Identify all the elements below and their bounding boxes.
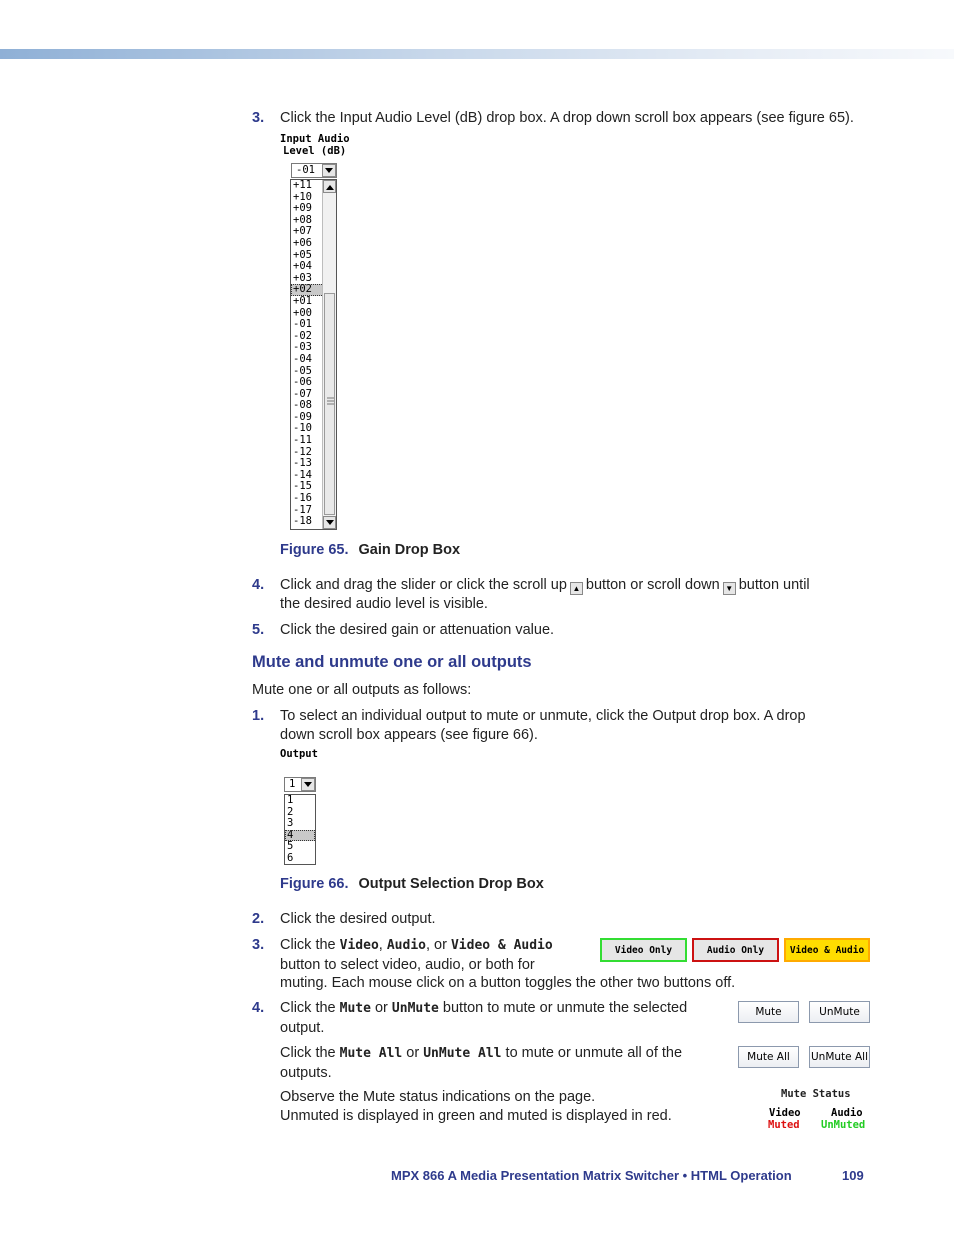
list-option[interactable]: +03 (293, 271, 312, 284)
step-text: Click the desired gain or attenuation value. (280, 622, 555, 638)
list-option[interactable]: -06 (293, 376, 312, 389)
section-intro: Mute one or all outputs as follows: (252, 682, 472, 698)
step-text-part: Click the (280, 937, 336, 953)
figure-label: Figure 65. (280, 542, 349, 558)
step-number: 2. (252, 911, 265, 927)
mute-all-button[interactable]: Mute All (738, 1046, 799, 1068)
figure-title: Output Selection Drop Box (358, 876, 544, 892)
list-option[interactable]: 6 (287, 851, 294, 864)
step-text-part: or (374, 1000, 388, 1016)
list-option[interactable]: +09 (293, 202, 312, 215)
list-option[interactable]: -10 (293, 422, 312, 435)
list-option[interactable]: 2 (287, 805, 294, 818)
audio-only-button[interactable]: Audio Only (692, 938, 779, 962)
list-option[interactable]: -02 (293, 329, 312, 342)
code-unmute: UnMute (391, 1001, 439, 1016)
step-text-part: Click the (280, 1000, 336, 1016)
list-option[interactable]: +01 (293, 294, 312, 307)
step-number: 3. (252, 937, 265, 953)
step-text-line2: button to select video, audio, or both for (280, 956, 535, 973)
list-option[interactable]: -03 (293, 341, 312, 354)
step-text-line2: down scroll box appears (see figure 66). (280, 726, 538, 743)
list-option[interactable]: -09 (293, 410, 312, 423)
audio-status-label: Audio (831, 1107, 863, 1119)
step-text-part: button until (738, 577, 810, 593)
section-heading: Mute and unmute one or all outputs (252, 653, 532, 671)
step-text-part: to mute or unmute all of the (505, 1045, 683, 1061)
chevron-down-icon[interactable] (301, 778, 315, 791)
unmute-button[interactable]: UnMute (809, 1001, 870, 1023)
header-gradient-bar (0, 49, 954, 59)
observe-line2: Unmuted is displayed in green and muted is displayed in red. (280, 1107, 672, 1124)
step-text-line2: outputs. (280, 1064, 332, 1081)
observe-text (280, 1088, 672, 1125)
unmute-all-button[interactable]: UnMute All (809, 1046, 870, 1068)
list-option[interactable]: -04 (293, 352, 312, 365)
step-text (280, 999, 687, 1037)
list-option[interactable]: 5 (287, 840, 294, 853)
step-text-part: button to mute or unmute the selected (442, 1000, 688, 1016)
step-text (280, 1044, 682, 1082)
figure-66-caption (280, 876, 544, 892)
scroll-up-icon: ▲ (570, 582, 583, 595)
list-option[interactable]: -11 (293, 434, 312, 447)
list-option[interactable]: +11 (293, 179, 312, 191)
output-label: Output (280, 748, 318, 760)
gain-dropdown[interactable] (291, 163, 337, 178)
step-text-line2: the desired audio level is visible. (280, 596, 488, 612)
step-text-line3: muting. Each mouse click on a button toggles the other two buttons off. (280, 975, 736, 991)
step-text: Click the Input Audio Level (dB) drop box. A drop down scroll box appears (see figure 65). (280, 110, 854, 126)
step-number: 3. (252, 110, 265, 126)
step-text-part: button or scroll down (585, 577, 720, 593)
list-option[interactable]: -08 (293, 399, 312, 412)
code-mute-all: Mute All (339, 1046, 403, 1061)
list-option[interactable]: -13 (293, 457, 312, 470)
step-text (280, 707, 806, 744)
scroll-thumb[interactable] (324, 293, 335, 515)
output-listbox[interactable] (284, 794, 316, 865)
scroll-down-icon[interactable] (323, 516, 336, 529)
observe-line1: Observe the Mute status indications on the page. (280, 1089, 596, 1105)
output-dropdown-value: 1 (289, 778, 296, 790)
list-option[interactable]: -16 (293, 492, 312, 505)
list-option[interactable]: +04 (293, 260, 312, 273)
scroll-up-icon[interactable] (323, 180, 336, 193)
step-text-part: or (406, 1045, 420, 1061)
gain-dropdown-value: -01 (296, 164, 315, 176)
list-option[interactable]: -07 (293, 387, 312, 400)
output-dropdown[interactable] (284, 777, 316, 792)
list-option[interactable]: -14 (293, 468, 312, 481)
figure-label: Figure 66. (280, 876, 349, 892)
footer-title: MPX 866 A Media Presentation Matrix Switcher • HTML Operation (391, 1168, 792, 1183)
list-option[interactable]: -18 (293, 515, 312, 528)
step-number: 4. (252, 1000, 265, 1016)
step-text-part: , (378, 937, 383, 953)
step-text (280, 576, 860, 614)
list-option[interactable]: -17 (293, 503, 312, 516)
scroll-down-icon: ▼ (723, 582, 736, 595)
list-option[interactable]: -12 (293, 445, 312, 458)
gain-label-line1: Input Audio (280, 133, 350, 145)
code-video: Video (339, 938, 379, 953)
step-text-part: , or (425, 937, 447, 953)
step-text-line1: To select an individual output to mute or unmute, click the Output drop box. A drop (280, 708, 806, 724)
step-text-part: Click the (280, 1045, 336, 1061)
list-option[interactable]: +07 (293, 225, 312, 238)
list-option[interactable]: -05 (293, 364, 312, 377)
code-unmute-all: UnMute All (423, 1046, 502, 1061)
list-option[interactable]: +00 (293, 306, 312, 319)
list-option[interactable]: -01 (293, 318, 312, 331)
step-text: Click the desired output. (280, 911, 436, 927)
list-option[interactable]: +02 (291, 284, 336, 296)
figure-title: Gain Drop Box (358, 542, 461, 558)
step-number: 1. (252, 708, 265, 724)
gain-label (280, 134, 350, 157)
video-status-value: Muted (768, 1119, 800, 1131)
figure-65-caption (280, 542, 460, 558)
mute-status-title: Mute Status (781, 1088, 851, 1100)
code-audio: Audio (386, 938, 426, 953)
list-option[interactable]: +05 (293, 248, 312, 261)
step-text-part: Click and drag the slider or click the scroll up (280, 577, 567, 593)
list-option[interactable]: -15 (293, 480, 312, 493)
mute-button[interactable]: Mute (738, 1001, 799, 1023)
audio-status-value: UnMuted (821, 1119, 866, 1131)
video-status-label: Video (769, 1107, 801, 1119)
list-option[interactable]: +10 (293, 190, 312, 203)
video-audio-button[interactable]: Video & Audio (784, 938, 870, 962)
chevron-down-icon[interactable] (322, 164, 336, 177)
page-number: 109 (842, 1168, 864, 1183)
step-text-line2: output. (280, 1019, 325, 1036)
list-option[interactable]: 4 (285, 830, 315, 842)
step-number: 4. (252, 577, 265, 593)
gain-scrollbar[interactable] (322, 180, 336, 529)
code-video-audio: Video & Audio (450, 938, 553, 953)
video-only-button[interactable]: Video Only (600, 938, 687, 962)
list-option[interactable]: +08 (293, 213, 312, 226)
list-option[interactable]: 3 (287, 817, 294, 830)
gain-label-line2: Level (dB) (283, 144, 347, 157)
step-number: 5. (252, 622, 265, 638)
code-mute: Mute (339, 1001, 371, 1016)
list-option[interactable]: 1 (287, 794, 294, 806)
list-option[interactable]: +06 (293, 236, 312, 249)
